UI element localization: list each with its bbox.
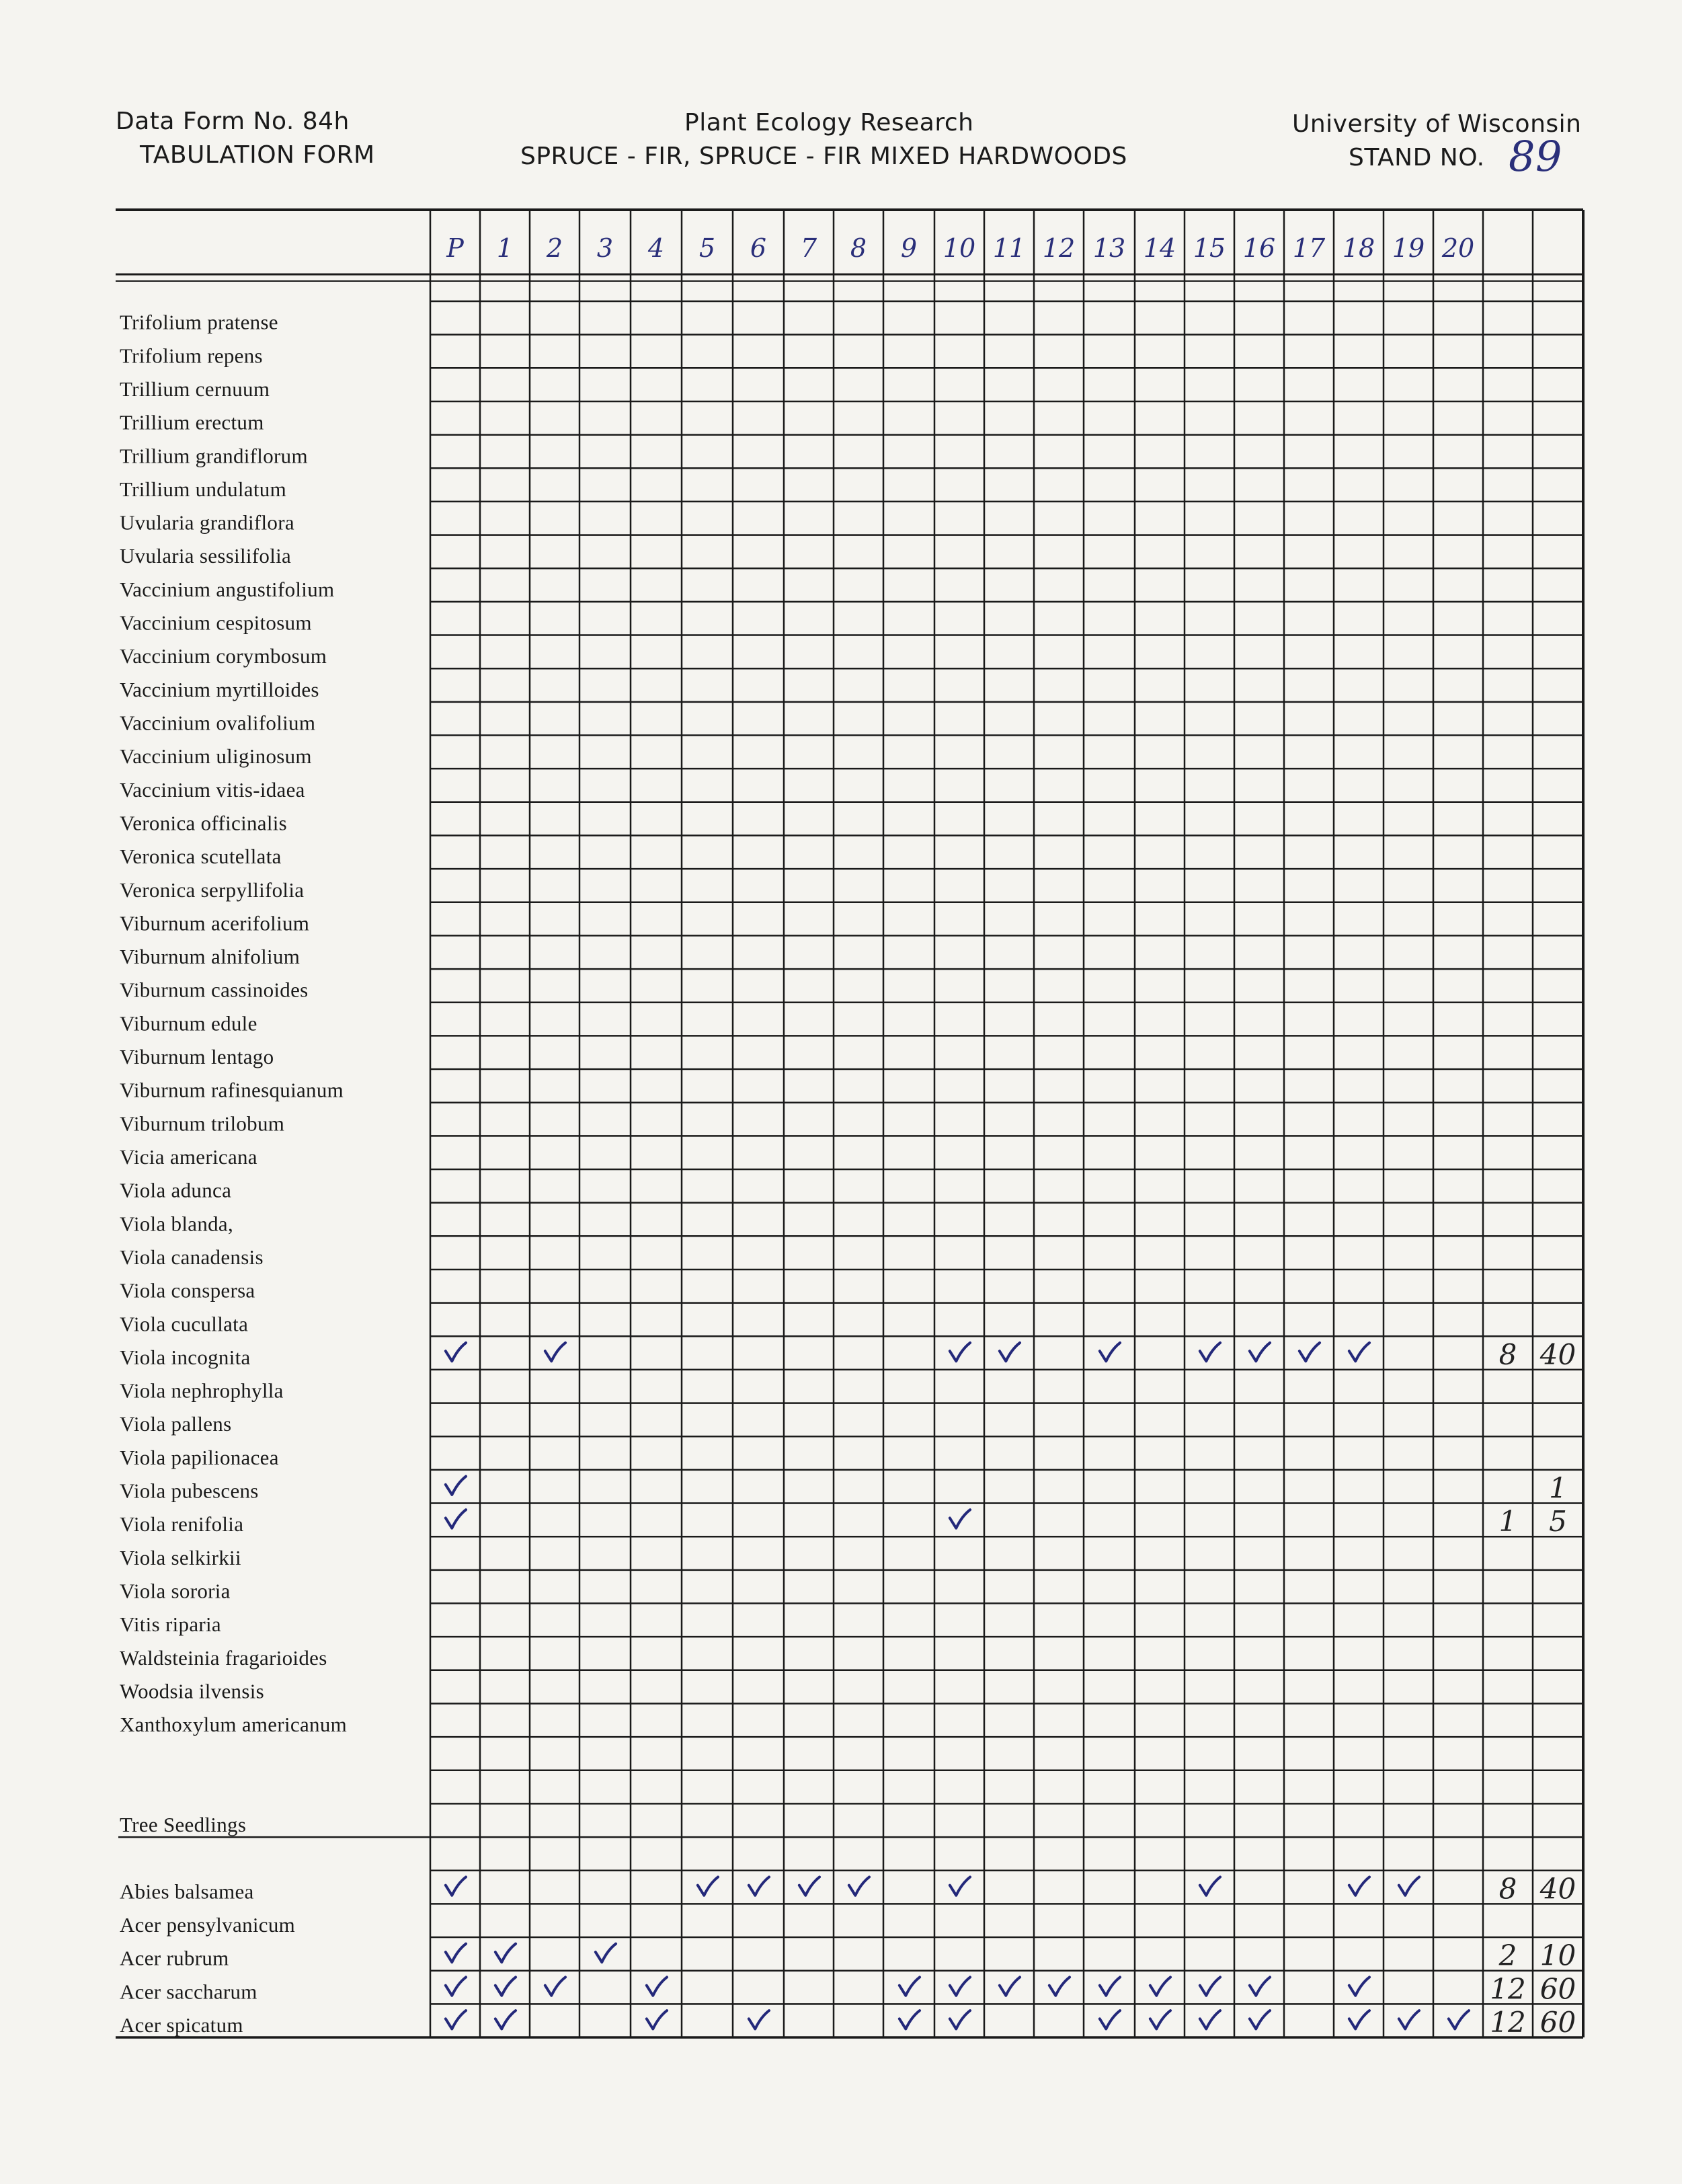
frequency-total: 12 [1490, 1972, 1526, 2006]
checkmark [799, 1877, 819, 1895]
column-header: 20 [1441, 233, 1475, 263]
species-name: Viburnum alnifolium [120, 945, 301, 969]
checkmark [1100, 1343, 1120, 1361]
checkmark [1200, 1977, 1220, 1995]
species-name: Viola selkirkii [120, 1545, 241, 1569]
checkmark [1250, 2011, 1270, 2029]
frequency-total: 1 [1498, 1505, 1517, 1538]
species-name: Viola incognita [120, 1345, 251, 1369]
species-name: Viola canadensis [120, 1245, 264, 1269]
checkmark [1349, 2011, 1369, 2029]
column-header: 6 [750, 233, 767, 263]
checkmark [1250, 1343, 1270, 1361]
species-name: Viburnum rafinesquianum [120, 1078, 344, 1102]
checkmark [1200, 1877, 1220, 1895]
species-name: Trillium erectum [120, 410, 264, 434]
checkmark [495, 2011, 516, 2029]
checkmark [1150, 2011, 1170, 2029]
university: University of Wisconsin [1292, 110, 1582, 138]
checkmark [545, 1343, 565, 1361]
species-name: Viola nephrophylla [120, 1378, 284, 1403]
frequency-percent: 40 [1539, 1337, 1576, 1371]
checkmark [446, 1477, 466, 1495]
species-name: Viola papilionacea [120, 1445, 279, 1469]
species-name: Viola adunca [120, 1178, 232, 1202]
checkmark [1150, 1977, 1170, 1995]
species-name: Trillium undulatum [120, 477, 286, 501]
column-header: 3 [596, 233, 614, 263]
species-name: Vaccinium uliginosum [120, 744, 312, 769]
species-name: Viola pubescens [120, 1479, 259, 1503]
checkmark [446, 1944, 466, 1962]
species-name: Vaccinium ovalifolium [120, 711, 316, 735]
frequency-total: 8 [1498, 1872, 1517, 1906]
checkmark [446, 1510, 466, 1528]
species-name: Viburnum acerifolium [120, 911, 310, 935]
checkmark [495, 1944, 516, 1962]
checkmark [749, 2011, 769, 2029]
column-header: 2 [546, 233, 563, 263]
checkmark [1100, 2011, 1120, 2029]
form-subtitle: SPRUCE - FIR, SPRUCE - FIR MIXED HARDWOODS [520, 143, 1127, 170]
column-header: 1 [496, 233, 514, 263]
species-name: Viburnum lentago [120, 1045, 274, 1069]
column-header: 10 [943, 233, 976, 263]
species-name: Viola pallens [120, 1412, 232, 1436]
checkmark [1000, 1977, 1020, 1995]
species-name: Vicia americana [120, 1145, 257, 1169]
column-header: 7 [800, 233, 817, 263]
species-name: Vitis riparia [120, 1612, 221, 1637]
species-name: Vaccinium myrtilloides [120, 677, 319, 701]
species-name: Viburnum cassinoides [120, 978, 309, 1002]
checkmark [647, 1977, 667, 1995]
column-header: P [446, 233, 464, 263]
column-header: 4 [647, 233, 665, 263]
checkmark [446, 1977, 466, 1995]
checkmark [899, 1977, 920, 1995]
checkmark [1349, 1877, 1369, 1895]
frequency-percent: 60 [1539, 1972, 1576, 2006]
species-name: Acer saccharum [120, 1980, 257, 2004]
column-header: 15 [1193, 233, 1226, 263]
frequency-total: 2 [1498, 1939, 1517, 1972]
checkmark [849, 1877, 869, 1895]
frequency-total: 8 [1498, 1337, 1517, 1371]
species-name: Viburnum edule [120, 1011, 257, 1036]
column-header: 13 [1092, 233, 1126, 263]
frequency-percent: 1 [1549, 1471, 1567, 1505]
checkmark [950, 1343, 970, 1361]
checkmark [698, 1877, 718, 1895]
species-name: Veronica scutellata [120, 845, 282, 869]
checkmark [647, 2011, 667, 2029]
checkmark [1200, 2011, 1220, 2029]
checkmark [899, 2011, 920, 2029]
checkmark [1049, 1977, 1070, 1995]
frequency-total: 12 [1490, 2006, 1526, 2039]
species-name: Trillium cernuum [120, 377, 270, 401]
species-name: Abies balsamea [120, 1879, 254, 1904]
section-heading: Tree Seedlings [120, 1813, 247, 1837]
checkmark [749, 1877, 769, 1895]
form-title: TABULATION FORM [140, 141, 375, 169]
checkmark [446, 1877, 466, 1895]
species-name: Veronica serpyllifolia [120, 878, 305, 902]
species-name: Viola cucullata [120, 1312, 249, 1336]
species-name: Vaccinium vitis-idaea [120, 777, 305, 802]
species-name: Acer spicatum [120, 2013, 243, 2037]
species-name: Viola renifolia [120, 1512, 244, 1536]
species-name: Veronica officinalis [120, 811, 288, 835]
checkmark [596, 1944, 616, 1962]
checkmark [1399, 2011, 1419, 2029]
checkmark [950, 2011, 970, 2029]
species-name: Trifolium pratense [120, 310, 278, 334]
species-name: Trillium grandiflorum [120, 444, 308, 468]
species-name: Acer rubrum [120, 1946, 229, 1970]
species-name: Viola blanda, [120, 1212, 234, 1236]
checkmark [1399, 1877, 1419, 1895]
species-name: Uvularia grandiflora [120, 510, 294, 535]
column-header: 9 [900, 233, 918, 263]
form-number: Data Form No. 84h [116, 108, 350, 135]
checkmark [950, 1877, 970, 1895]
checkmark [1299, 1343, 1320, 1361]
checkmark [950, 1977, 970, 1995]
checkmark [1100, 1977, 1120, 1995]
frequency-percent: 40 [1539, 1872, 1576, 1906]
checkmark [1000, 1343, 1020, 1361]
column-header: 8 [850, 233, 867, 263]
checkmark [1349, 1977, 1369, 1995]
frequency-percent: 5 [1549, 1505, 1567, 1538]
species-name: Waldsteinia fragarioides [120, 1645, 327, 1670]
species-name: Vaccinium cespitosum [120, 611, 312, 635]
species-name: Viola conspersa [120, 1278, 255, 1302]
species-name: Xanthoxylum americanum [120, 1713, 348, 1737]
column-header: 5 [698, 233, 716, 263]
column-header: 16 [1242, 233, 1276, 263]
column-header: 19 [1392, 233, 1425, 263]
column-header: 17 [1292, 233, 1326, 263]
checkmark [1200, 1343, 1220, 1361]
frequency-percent: 60 [1539, 2006, 1576, 2039]
species-name: Acer pensylvanicum [120, 1913, 296, 1937]
column-header: 18 [1342, 233, 1375, 263]
checkmark [1349, 1343, 1369, 1361]
checkmark [446, 1343, 466, 1361]
species-name: Uvularia sessilifolia [120, 544, 292, 568]
species-name: Vaccinium angustifolium [120, 577, 335, 601]
frequency-percent: 10 [1539, 1939, 1576, 1972]
checkmark [1449, 2011, 1469, 2029]
checkmark [1250, 1977, 1270, 1995]
organization: Plant Ecology Research [684, 109, 974, 136]
species-name: Viburnum trilobum [120, 1112, 285, 1136]
column-header: 12 [1042, 233, 1076, 263]
stand-label: STAND NO. [1349, 144, 1485, 171]
checkmark [495, 1977, 516, 1995]
checkmark [446, 2011, 466, 2029]
species-name: Viola sororia [120, 1579, 231, 1603]
species-name: Vaccinium corymbosum [120, 644, 327, 668]
column-header: 14 [1143, 233, 1176, 263]
stand-number: 89 [1509, 132, 1562, 181]
checkmark [950, 1510, 970, 1528]
column-header: 11 [992, 233, 1026, 263]
checkmark [545, 1977, 565, 1995]
species-name: Woodsia ilvensis [120, 1679, 264, 1703]
species-name: Trifolium repens [120, 344, 263, 368]
